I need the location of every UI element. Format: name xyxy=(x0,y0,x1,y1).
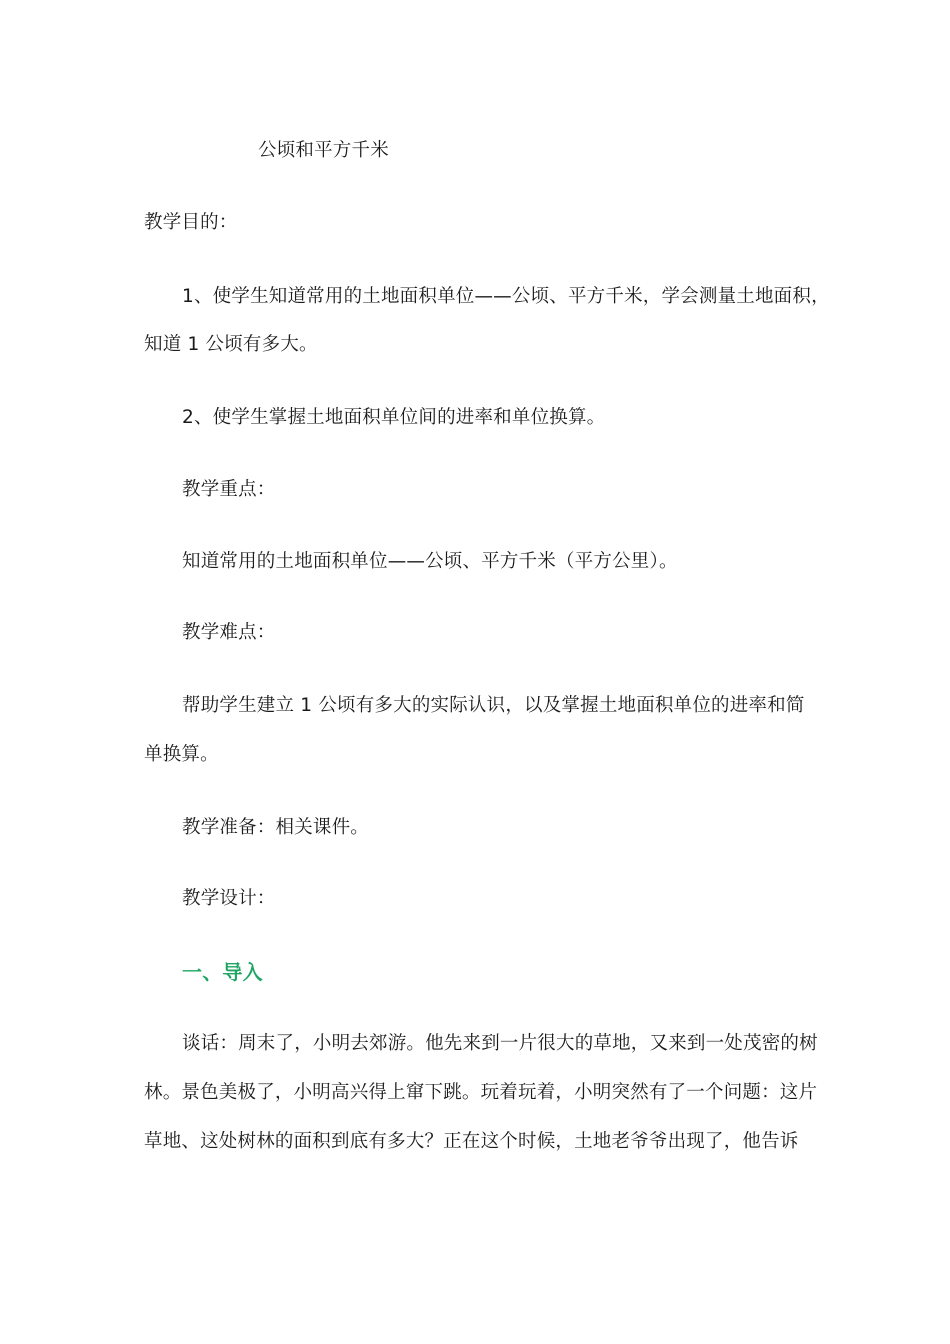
objective-1-line-1: 1、使学生知道常用的土地面积单位——公顷、平方千米，学会测量土地面积， xyxy=(182,286,830,307)
objective-2: 2、使学生掌握土地面积单位间的进率和单位换算。 xyxy=(182,407,606,428)
key-points-label: 教学重点： xyxy=(182,479,276,500)
difficulty-line-2: 单换算。 xyxy=(144,744,219,765)
intro-paragraph-line-3: 草地、这处树林的面积到底有多大？正在这个时候，土地老爷爷出现了，他告诉 xyxy=(144,1131,799,1152)
section-1-heading: 一、导入 xyxy=(182,960,263,984)
intro-paragraph-line-1: 谈话：周末了，小明去郊游。他先来到一片很大的草地，又来到一处茂密的树 xyxy=(182,1033,818,1054)
difficulty-label: 教学难点： xyxy=(182,622,276,643)
preparation-text: 教学准备：相关课件。 xyxy=(182,817,370,838)
key-points-text: 知道常用的土地面积单位——公顷、平方千米（平方公里）。 xyxy=(182,551,678,572)
document-title: 公顷和平方千米 xyxy=(258,140,389,161)
objective-1-line-2: 知道 1 公顷有多大。 xyxy=(144,334,318,355)
objectives-label: 教学目的： xyxy=(144,212,238,233)
intro-paragraph-line-2: 林。景色美极了，小明高兴得上窜下跳。玩着玩着，小明突然有了一个问题：这片 xyxy=(144,1082,818,1103)
design-label: 教学设计： xyxy=(182,888,276,909)
difficulty-line-1: 帮助学生建立 1 公顷有多大的实际认识，以及掌握土地面积单位的进率和简 xyxy=(182,695,805,716)
